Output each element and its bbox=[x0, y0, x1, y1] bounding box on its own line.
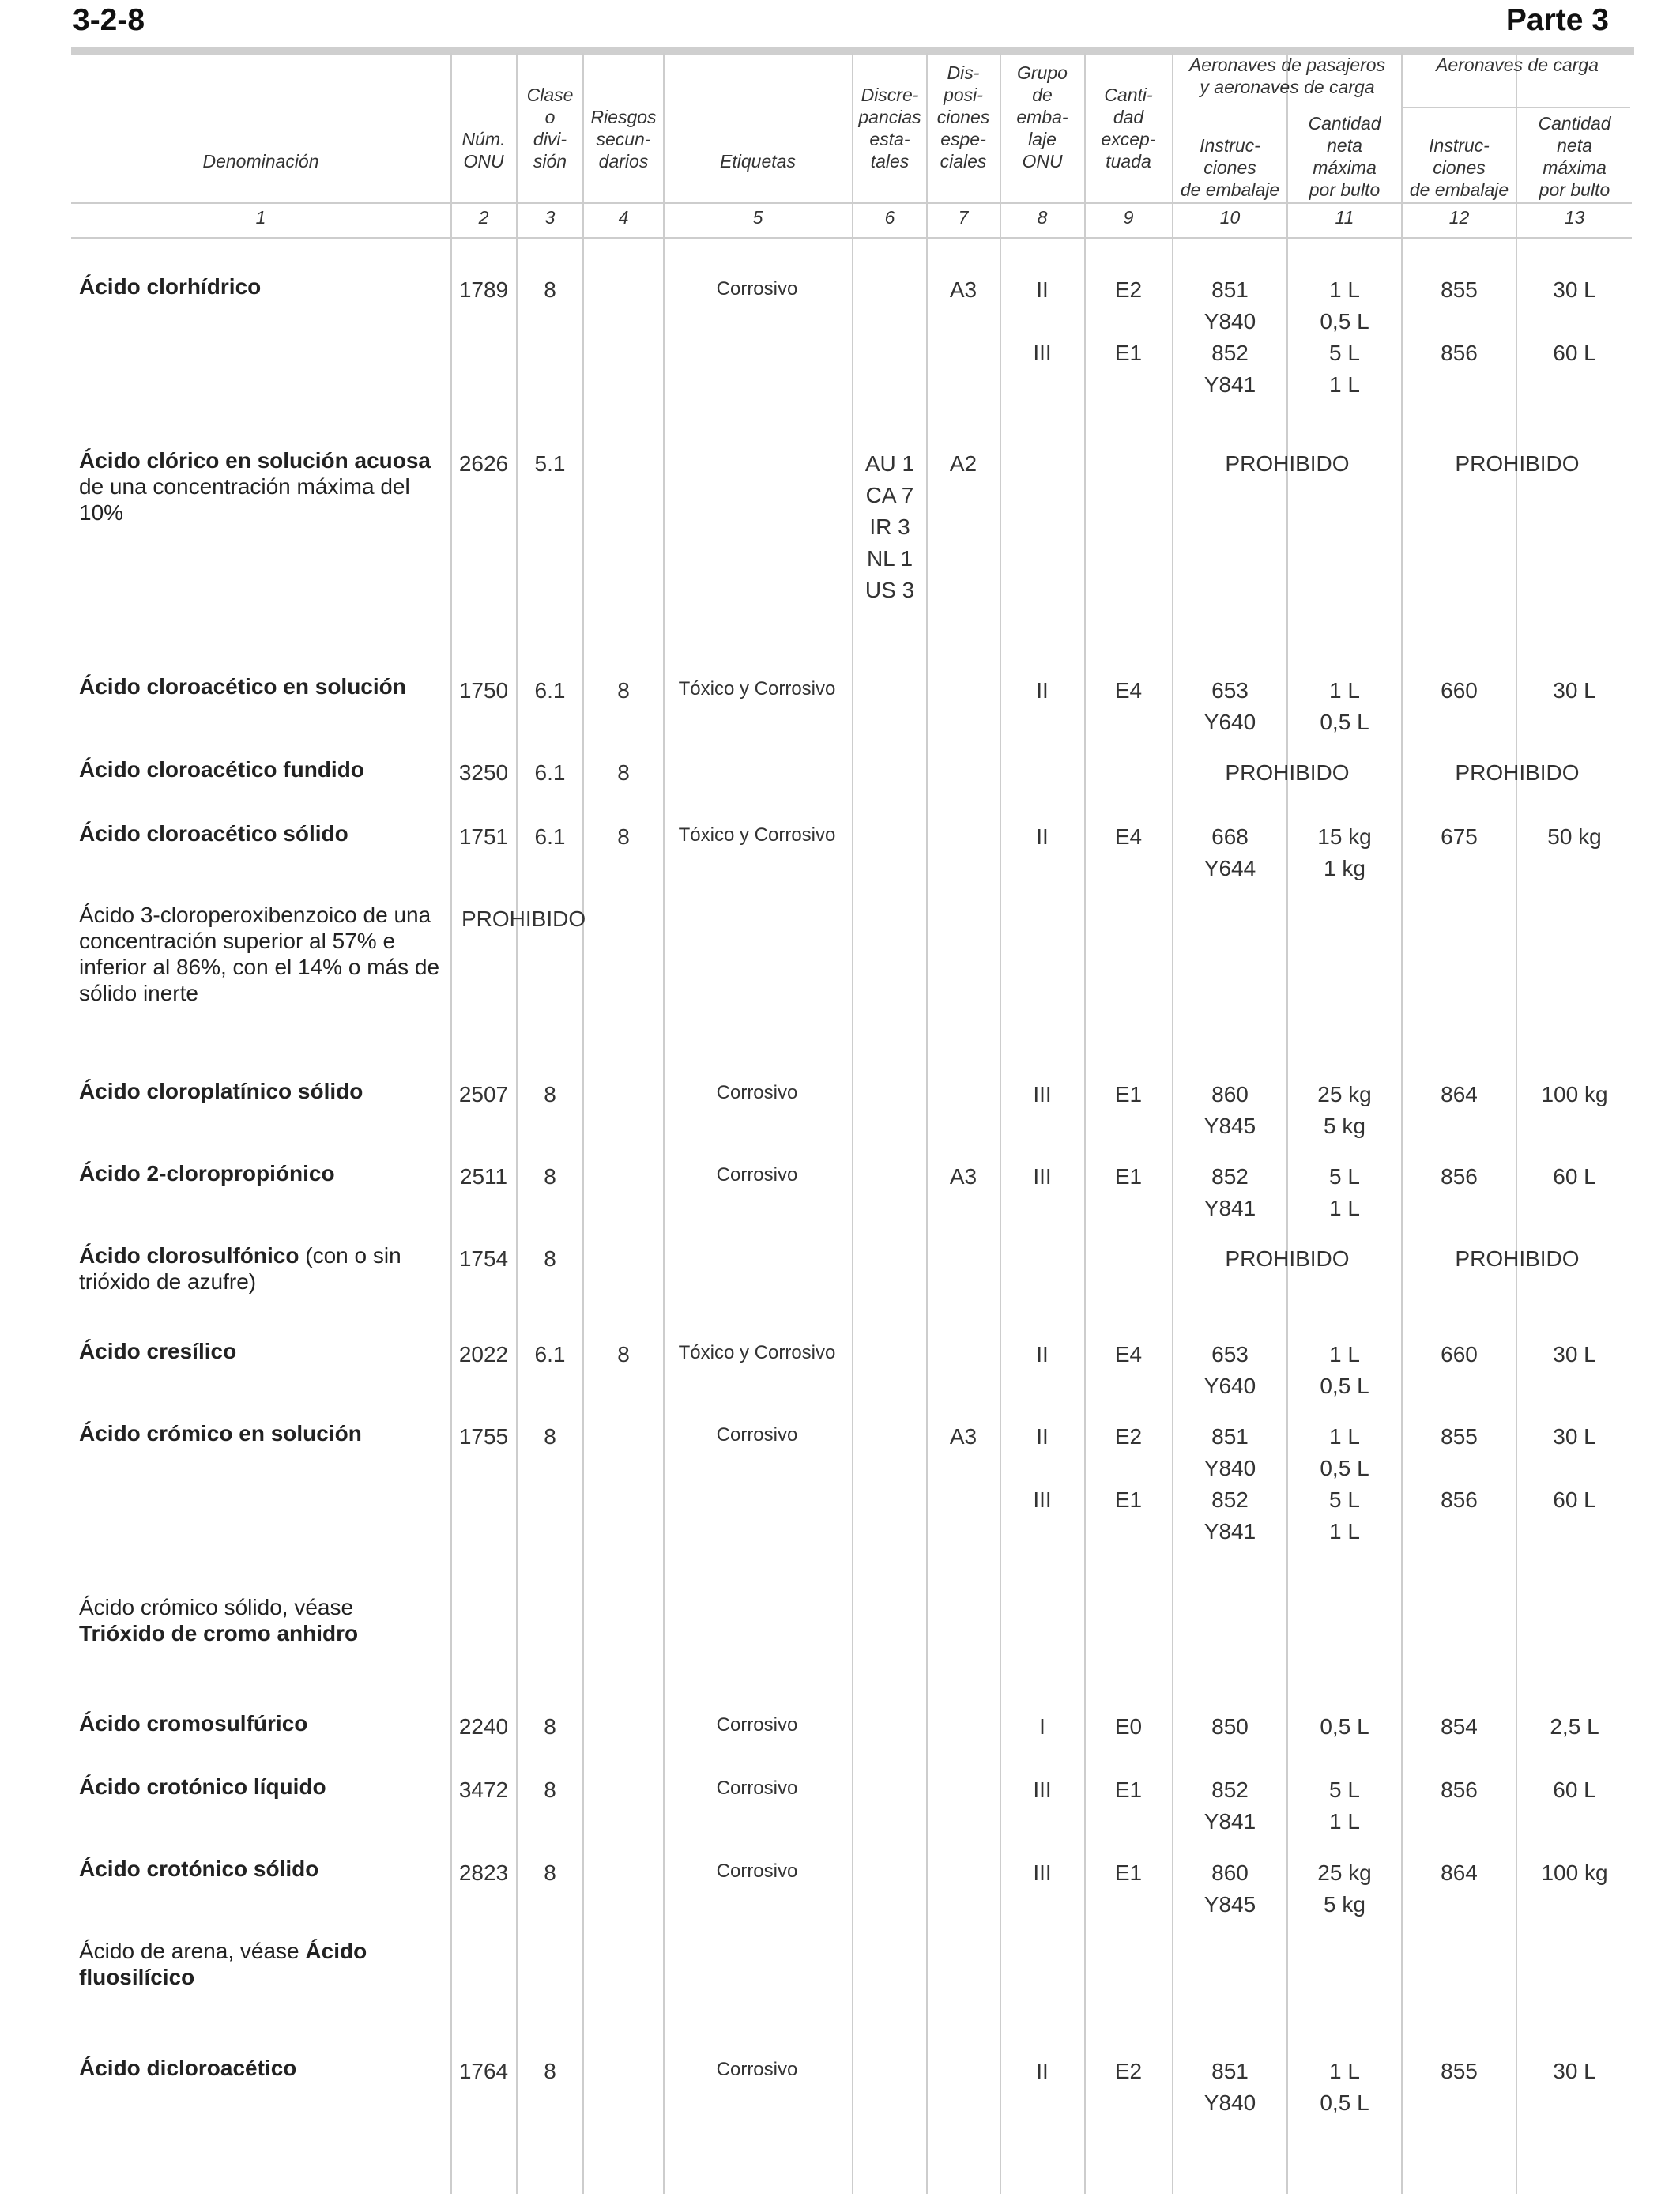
entry-name: Ácido dicloroacético bbox=[79, 2056, 297, 2080]
class: 6.1 bbox=[534, 824, 566, 849]
entry-name: Ácido clorhídrico bbox=[79, 274, 262, 299]
class: 8 bbox=[544, 1424, 556, 1449]
col-divider bbox=[852, 53, 853, 2194]
header-cantidad-exceptuada: Canti- dad excep- tuada bbox=[1101, 85, 1156, 172]
class: 8 bbox=[544, 1714, 556, 1739]
col-number: 8 bbox=[1037, 207, 1048, 228]
max-quantity-cargo: 60 L bbox=[1553, 1777, 1596, 1802]
label: Corrosivo bbox=[716, 2059, 798, 2080]
header-pasajeros: Aeronaves de pasajeros y aeronaves de carga bbox=[1188, 55, 1386, 97]
entry-name: Ácido clórico en solución acuosa de una concentración máxima del 10% bbox=[79, 448, 431, 525]
col-number: 13 bbox=[1564, 207, 1585, 228]
entry-name: Ácido cromosulfúrico bbox=[79, 1711, 308, 1736]
packing-instruction-cargo: 855 856 bbox=[1441, 1424, 1478, 1512]
header-carga: Aeronaves de carga bbox=[1436, 55, 1599, 75]
forbidden-cargo: PROHIBIDO bbox=[1455, 1246, 1580, 1271]
header-instr-cargo: Instruc- ciones de embalaje bbox=[1409, 135, 1509, 200]
packing-instruction-pax: 850 bbox=[1211, 1714, 1249, 1739]
packing-group: II bbox=[1036, 678, 1049, 703]
packing-group: II III bbox=[1033, 277, 1052, 365]
forbidden-all: PROHIBIDO bbox=[461, 907, 586, 931]
onu-number: 2507 bbox=[458, 1082, 509, 1106]
class: 6.1 bbox=[534, 1342, 566, 1367]
entry-name: Ácido cloroacético en solución bbox=[79, 674, 406, 699]
col-number: 7 bbox=[958, 207, 969, 228]
class: 8 bbox=[544, 1777, 556, 1802]
header-denominacion: Denominación bbox=[202, 151, 319, 172]
onu-number: 1751 bbox=[458, 824, 509, 849]
excepted-quantity: E1 bbox=[1114, 1164, 1143, 1189]
onu-number: 1754 bbox=[458, 1246, 509, 1271]
entry-name: Ácido 3-cloroperoxibenzoico de una concentración superior al 57% e inferior al 86%, con el 14% o más de sólido inerte bbox=[79, 903, 440, 1005]
special-provisions: A3 bbox=[949, 277, 977, 302]
label: Tóxico y Corrosivo bbox=[678, 824, 836, 846]
packing-instruction-pax: 851 Y840 bbox=[1203, 2059, 1256, 2115]
subsidiary-risk: 8 bbox=[617, 678, 630, 703]
col-number: 4 bbox=[618, 207, 629, 228]
onu-number: 2022 bbox=[458, 1342, 509, 1367]
label: Corrosivo bbox=[716, 278, 798, 300]
packing-instruction-cargo: 864 bbox=[1441, 1082, 1478, 1106]
excepted-quantity: E2 E1 bbox=[1114, 277, 1143, 365]
onu-number: 1750 bbox=[458, 678, 509, 703]
onu-number: 2240 bbox=[458, 1714, 509, 1739]
onu-number: 3472 bbox=[458, 1777, 509, 1802]
label: Tóxico y Corrosivo bbox=[678, 1342, 836, 1363]
class: 8 bbox=[544, 1246, 556, 1271]
onu-number: 1755 bbox=[458, 1424, 509, 1449]
packing-instruction-pax: 653 Y640 bbox=[1203, 1342, 1256, 1398]
section-number: 3-2-8 bbox=[73, 3, 145, 37]
entry-name: Ácido crómico en solución bbox=[79, 1421, 362, 1446]
packing-instruction-pax: 851 Y840 852 Y841 bbox=[1203, 277, 1256, 397]
class: 5.1 bbox=[534, 451, 566, 476]
entry-name: Ácido de arena, véase Ácido fluosilícico bbox=[79, 1939, 367, 1989]
header-grupo: Grupo de emba- laje ONU bbox=[1016, 62, 1068, 172]
header-instr-pax: Instruc- ciones de embalaje bbox=[1180, 135, 1280, 200]
label: Corrosivo bbox=[716, 1860, 798, 1882]
forbidden-cargo: PROHIBIDO bbox=[1455, 451, 1580, 476]
excepted-quantity: E1 bbox=[1114, 1777, 1143, 1802]
class: 8 bbox=[544, 2059, 556, 2083]
col-number: 5 bbox=[752, 207, 763, 228]
packing-instruction-pax: 653 Y640 bbox=[1203, 678, 1256, 734]
entry-name: Ácido crómico sólido, véase Trióxido de cromo anhidro bbox=[79, 1595, 359, 1646]
packing-group: II III bbox=[1033, 1424, 1052, 1512]
onu-number: 1789 bbox=[458, 277, 509, 302]
packing-instruction-cargo: 660 bbox=[1441, 678, 1478, 703]
packing-instruction-cargo: 660 bbox=[1441, 1342, 1478, 1367]
max-quantity-cargo: 30 L bbox=[1553, 2059, 1596, 2083]
onu-number: 2823 bbox=[458, 1860, 509, 1885]
packing-instruction-cargo: 855 856 bbox=[1441, 277, 1478, 365]
state-variations: AU 1 CA 7 IR 3 NL 1 US 3 bbox=[864, 451, 915, 602]
excepted-quantity: E1 bbox=[1114, 1860, 1143, 1885]
subsidiary-risk: 8 bbox=[617, 824, 630, 849]
packing-group: III bbox=[1033, 1777, 1052, 1802]
class: 8 bbox=[544, 1860, 556, 1885]
packing-group: II bbox=[1036, 1342, 1049, 1367]
max-quantity-pax: 5 L 1 L bbox=[1329, 1164, 1360, 1220]
label: Corrosivo bbox=[716, 1082, 798, 1103]
packing-instruction-cargo: 675 bbox=[1441, 824, 1478, 849]
header-clase: Clase o divi- sión bbox=[526, 85, 574, 172]
class: 8 bbox=[544, 1082, 556, 1106]
packing-instruction-pax: 852 Y841 bbox=[1203, 1777, 1256, 1834]
entry-name: Ácido clorosulfónico (con o sin trióxido de azufre) bbox=[79, 1243, 401, 1294]
packing-instruction-pax: 668 Y644 bbox=[1203, 824, 1256, 880]
col-number: 1 bbox=[255, 207, 266, 228]
header-qty-cargo: Cantidad neta máxima por bulto bbox=[1538, 113, 1611, 200]
class: 8 bbox=[544, 1164, 556, 1189]
max-quantity-cargo: 50 kg bbox=[1547, 824, 1602, 849]
packing-group: III bbox=[1033, 1082, 1052, 1106]
entry-name: Ácido cloroacético sólido bbox=[79, 821, 348, 846]
max-quantity-pax: 25 kg 5 kg bbox=[1317, 1082, 1372, 1138]
onu-number: 2626 bbox=[458, 451, 509, 476]
packing-group: II bbox=[1036, 2059, 1049, 2083]
onu-number: 1764 bbox=[458, 2059, 509, 2083]
packing-group: III bbox=[1033, 1164, 1052, 1189]
max-quantity-cargo: 100 kg bbox=[1541, 1860, 1608, 1885]
packing-instruction-pax: 860 Y845 bbox=[1203, 1860, 1256, 1917]
col-divider bbox=[926, 53, 928, 2194]
subsidiary-risk: 8 bbox=[617, 1342, 630, 1367]
packing-instruction-cargo: 854 bbox=[1441, 1714, 1478, 1739]
max-quantity-cargo: 100 kg bbox=[1541, 1082, 1608, 1106]
entry-name: Ácido crotónico líquido bbox=[79, 1774, 326, 1799]
max-quantity-pax: 15 kg 1 kg bbox=[1317, 824, 1372, 880]
label: Corrosivo bbox=[716, 1714, 798, 1736]
header-rule bbox=[71, 202, 1632, 204]
packing-instruction-cargo: 855 bbox=[1441, 2059, 1478, 2083]
col-number: 9 bbox=[1123, 207, 1134, 228]
header-etiquetas: Etiquetas bbox=[720, 151, 796, 172]
col-divider bbox=[582, 53, 584, 2194]
entry-name: Ácido cloroplatínico sólido bbox=[79, 1079, 363, 1103]
label: Corrosivo bbox=[716, 1424, 798, 1446]
header-riesgos: Riesgos secun- darios bbox=[590, 107, 657, 172]
group-rule bbox=[1401, 107, 1630, 108]
forbidden-pax: PROHIBIDO bbox=[1225, 760, 1350, 785]
max-quantity-pax: 25 kg 5 kg bbox=[1317, 1860, 1372, 1917]
excepted-quantity: E4 bbox=[1114, 678, 1143, 703]
special-provisions: A2 bbox=[949, 451, 977, 476]
special-provisions: A3 bbox=[949, 1424, 977, 1449]
max-quantity-pax: 1 L 0,5 L bbox=[1320, 2059, 1369, 2115]
special-provisions: A3 bbox=[949, 1164, 977, 1189]
max-quantity-cargo: 30 L 60 L bbox=[1553, 277, 1596, 365]
packing-instruction-pax: 852 Y841 bbox=[1203, 1164, 1256, 1220]
excepted-quantity: E1 bbox=[1114, 1082, 1143, 1106]
excepted-quantity: E0 bbox=[1114, 1714, 1143, 1739]
packing-instruction-pax: 860 Y845 bbox=[1203, 1082, 1256, 1138]
max-quantity-cargo: 30 L 60 L bbox=[1553, 1424, 1596, 1512]
label: Corrosivo bbox=[716, 1777, 798, 1799]
max-quantity-pax: 5 L 1 L bbox=[1329, 1777, 1360, 1834]
header-qty-pax: Cantidad neta máxima por bulto bbox=[1308, 113, 1381, 200]
col-number: 11 bbox=[1335, 207, 1354, 228]
packing-instruction-pax: 851 Y840 852 Y841 bbox=[1203, 1424, 1256, 1544]
excepted-quantity: E2 bbox=[1114, 2059, 1143, 2083]
max-quantity-pax: 0,5 L bbox=[1320, 1714, 1369, 1739]
part-label: Parte 3 bbox=[1505, 3, 1609, 37]
col-number: 2 bbox=[478, 207, 489, 228]
col-number: 3 bbox=[544, 207, 556, 228]
entry-name: Ácido cloroacético fundido bbox=[79, 757, 364, 782]
entry-name: Ácido 2-cloropropiónico bbox=[79, 1161, 335, 1186]
class: 8 bbox=[544, 277, 556, 302]
packing-group: I bbox=[1039, 1714, 1045, 1739]
header-discrepancias: Discre- pancias esta- tales bbox=[858, 85, 921, 172]
onu-number: 2511 bbox=[459, 1164, 508, 1189]
max-quantity-pax: 1 L 0,5 L bbox=[1320, 678, 1369, 734]
numbers-rule bbox=[71, 237, 1632, 239]
max-quantity-cargo: 60 L bbox=[1553, 1164, 1596, 1189]
packing-group: II bbox=[1036, 824, 1049, 849]
onu-number: 3250 bbox=[458, 760, 509, 785]
label: Tóxico y Corrosivo bbox=[678, 678, 836, 699]
header-disposiciones: Dis- posi- ciones espe- ciales bbox=[936, 62, 990, 172]
col-number: 12 bbox=[1448, 207, 1470, 228]
max-quantity-pax: 1 L 0,5 L 5 L 1 L bbox=[1320, 277, 1369, 397]
packing-instruction-cargo: 864 bbox=[1441, 1860, 1478, 1885]
max-quantity-pax: 1 L 0,5 L 5 L 1 L bbox=[1320, 1424, 1369, 1544]
entry-name: Ácido crotónico sólido bbox=[79, 1857, 319, 1881]
subsidiary-risk: 8 bbox=[617, 760, 630, 785]
class: 6.1 bbox=[534, 760, 566, 785]
col-number: 10 bbox=[1219, 207, 1241, 228]
forbidden-cargo: PROHIBIDO bbox=[1455, 760, 1580, 785]
max-quantity-cargo: 30 L bbox=[1553, 1342, 1596, 1367]
class: 6.1 bbox=[534, 678, 566, 703]
entry-name: Ácido cresílico bbox=[79, 1339, 237, 1363]
forbidden-pax: PROHIBIDO bbox=[1225, 451, 1350, 476]
excepted-quantity: E2 E1 bbox=[1114, 1424, 1143, 1512]
max-quantity-pax: 1 L 0,5 L bbox=[1320, 1342, 1369, 1398]
excepted-quantity: E4 bbox=[1114, 824, 1143, 849]
header-num-onu: Núm. ONU bbox=[461, 129, 506, 172]
excepted-quantity: E4 bbox=[1114, 1342, 1143, 1367]
label: Corrosivo bbox=[716, 1164, 798, 1186]
max-quantity-cargo: 2,5 L bbox=[1550, 1714, 1599, 1739]
forbidden-pax: PROHIBIDO bbox=[1225, 1246, 1350, 1271]
packing-instruction-cargo: 856 bbox=[1441, 1777, 1478, 1802]
packing-instruction-cargo: 856 bbox=[1441, 1164, 1478, 1189]
col-number: 6 bbox=[884, 207, 895, 228]
packing-group: III bbox=[1033, 1860, 1052, 1885]
max-quantity-cargo: 30 L bbox=[1553, 678, 1596, 703]
